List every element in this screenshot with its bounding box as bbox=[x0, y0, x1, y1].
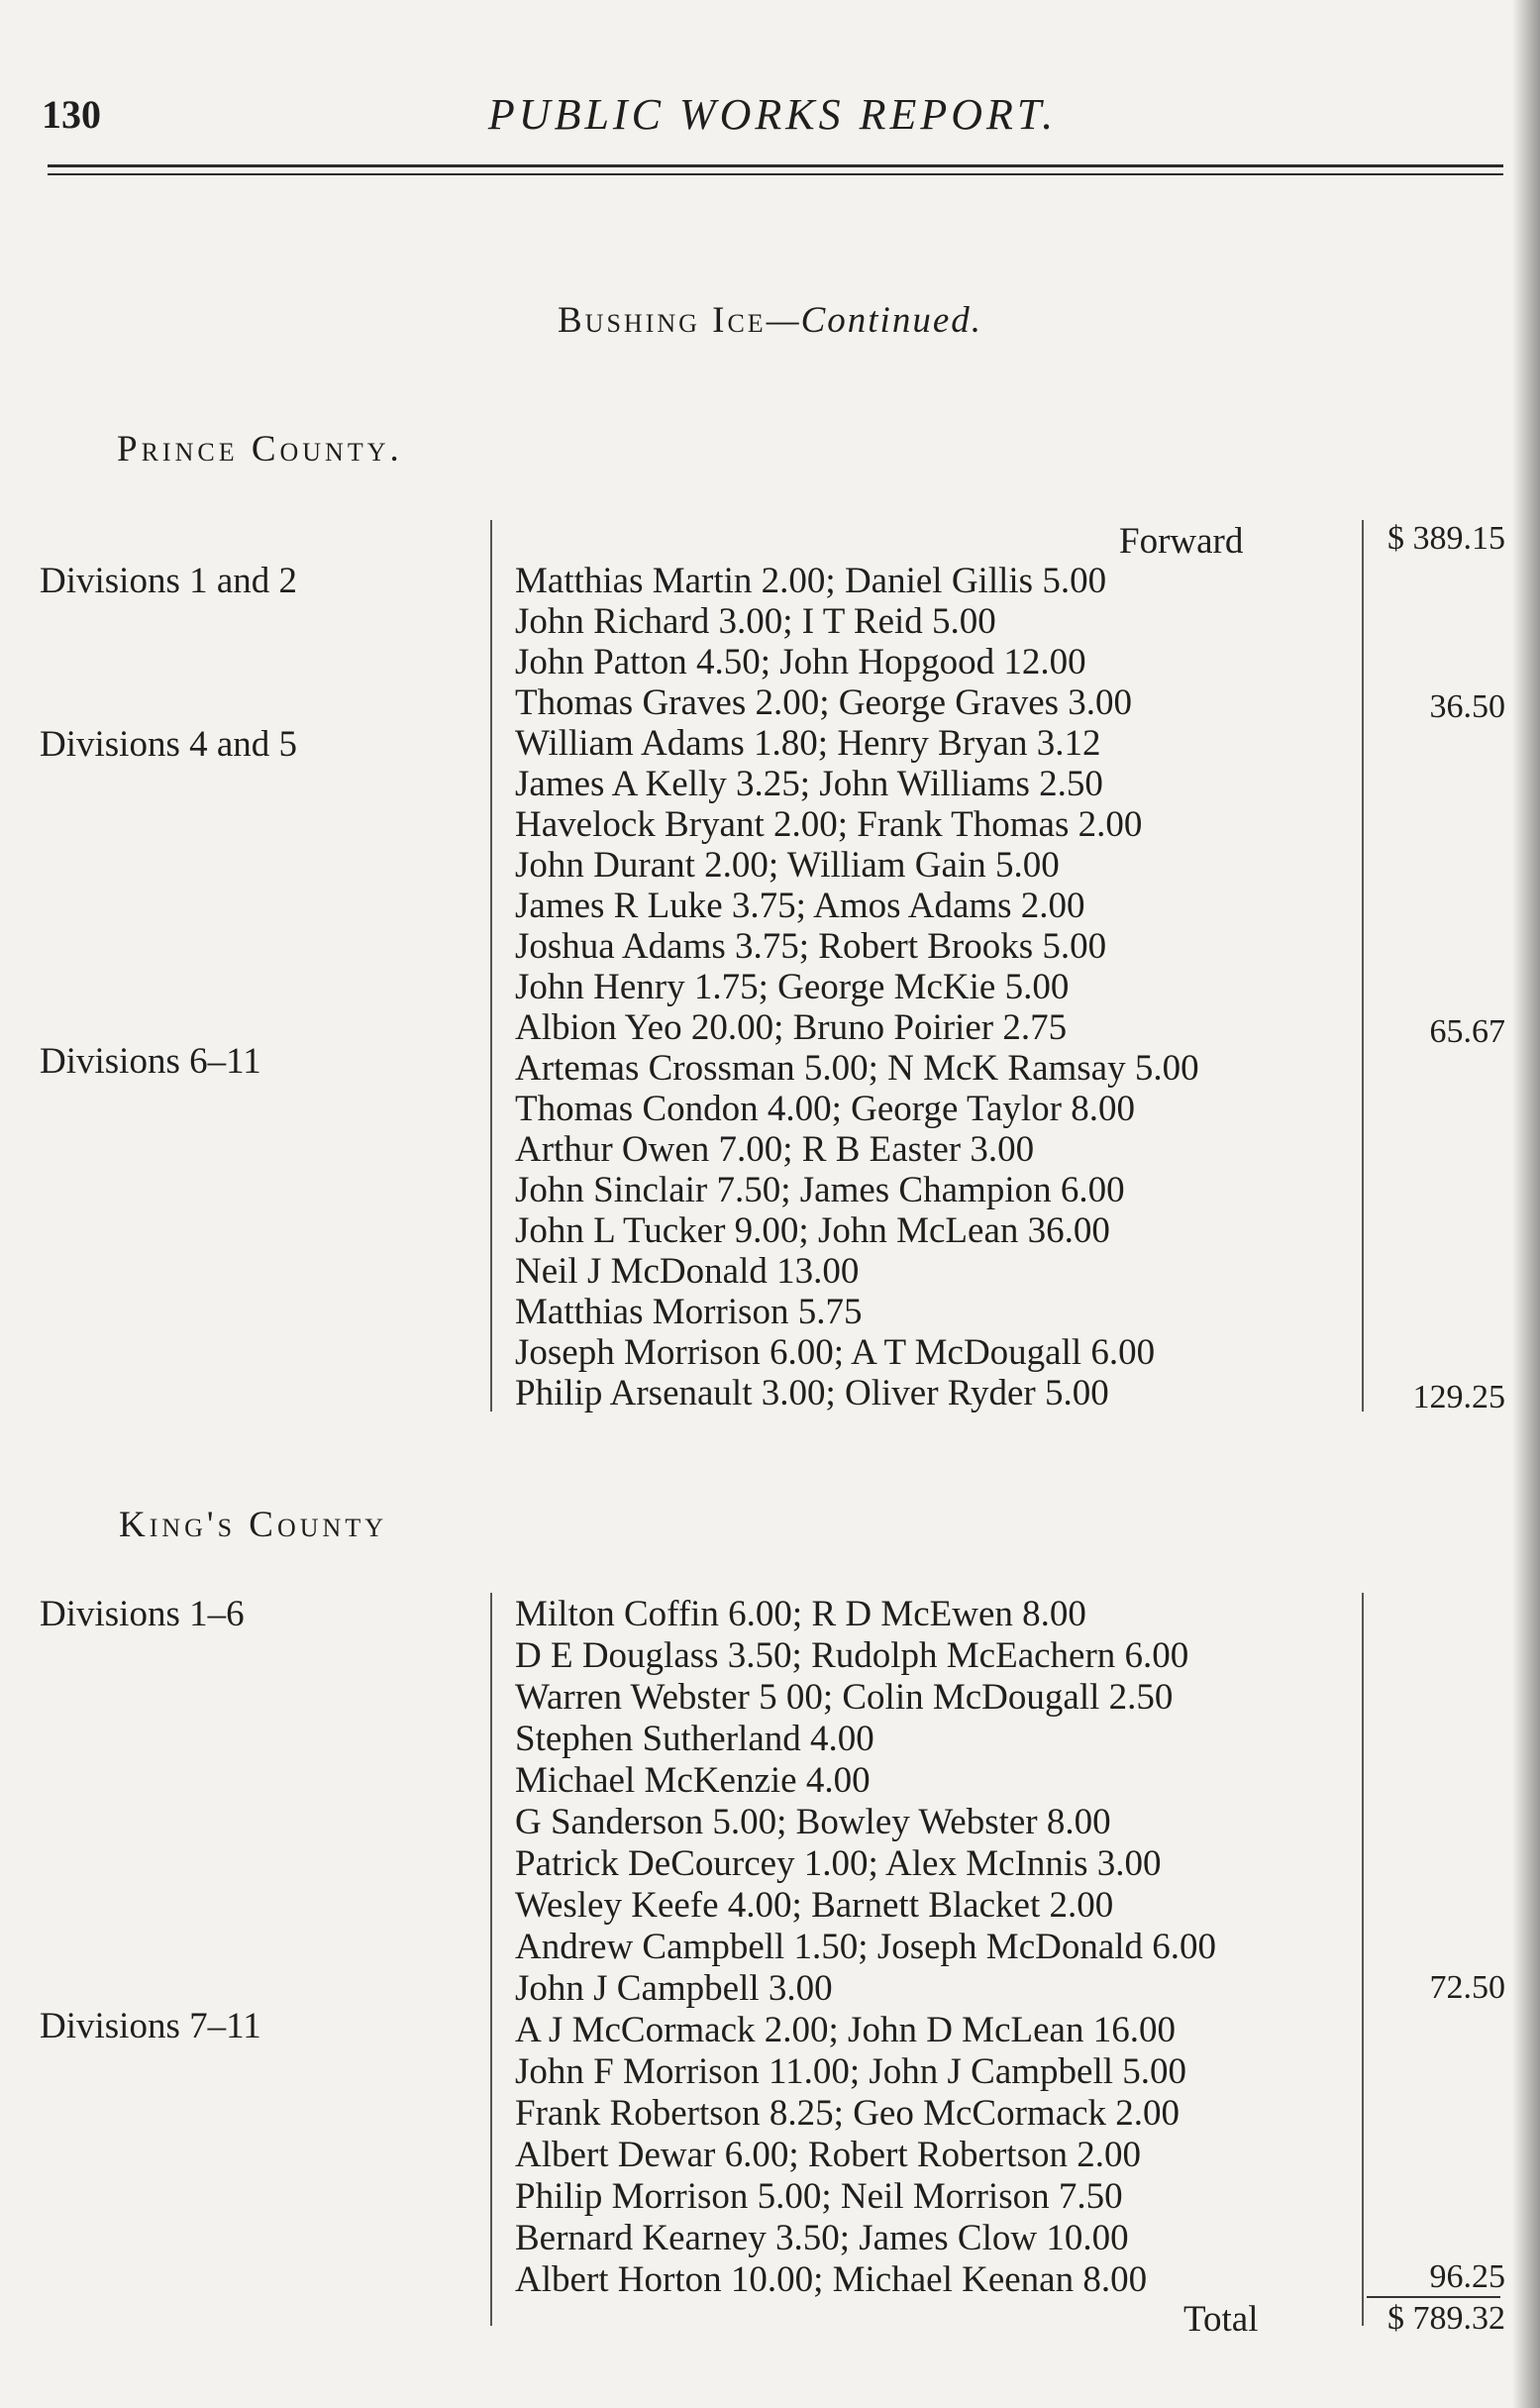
entry-line: Matthias Morrison 5.75 bbox=[515, 1292, 863, 1332]
entry-line: John L Tucker 9.00; John McLean 36.00 bbox=[515, 1210, 1110, 1251]
entry-line: Joseph Morrison 6.00; A T McDougall 6.00 bbox=[515, 1332, 1156, 1373]
header-rule-thin bbox=[48, 173, 1503, 175]
column-rule-right bbox=[1362, 520, 1364, 1412]
section-continued: —Continued. bbox=[766, 300, 982, 341]
entry-line: D E Douglass 3.50; Rudolph McEachern 6.00 bbox=[515, 1635, 1189, 1676]
entry-line: Andrew Campbell 1.50; Joseph McDonald 6.00 bbox=[515, 1927, 1217, 1967]
entry-line: Thomas Condon 4.00; George Taylor 8.00 bbox=[515, 1089, 1136, 1129]
entry-line: Frank Robertson 8.25; Geo McCormack 2.00 bbox=[515, 2093, 1181, 2134]
total-amount: $ 789.32 bbox=[1387, 2300, 1505, 2337]
subtotal-amount: 129.25 bbox=[1412, 1379, 1505, 1415]
entry-line: Thomas Graves 2.00; George Graves 3.00 bbox=[515, 682, 1133, 723]
total-label: Total bbox=[1183, 2299, 1259, 2340]
entry-line: John J Campbell 3.00 bbox=[515, 1968, 833, 2009]
section-title-text: Bushing Ice bbox=[557, 300, 767, 341]
entry-line: A J McCormack 2.00; John D McLean 16.00 bbox=[515, 2010, 1176, 2050]
page-number: 130 bbox=[42, 92, 101, 137]
entry-line: William Adams 1.80; Henry Bryan 3.12 bbox=[515, 723, 1101, 764]
subtotal-amount: 72.50 bbox=[1429, 1969, 1505, 2006]
county-heading-kings: King's County bbox=[119, 1505, 387, 1545]
entry-line: John Henry 1.75; George McKie 5.00 bbox=[515, 967, 1070, 1007]
entry-line: Warren Webster 5 00; Colin McDougall 2.50 bbox=[515, 1677, 1174, 1718]
entry-line: John F Morrison 11.00; John J Campbell 5.00 bbox=[515, 2051, 1187, 2092]
subtotal-amount: 65.67 bbox=[1429, 1013, 1505, 1050]
forward-amount: $ 389.15 bbox=[1387, 520, 1505, 557]
entry-line: Milton Coffin 6.00; R D McEwen 8.00 bbox=[515, 1594, 1086, 1634]
entry-line: James R Luke 3.75; Amos Adams 2.00 bbox=[515, 886, 1085, 926]
entry-line: Joshua Adams 3.75; Robert Brooks 5.00 bbox=[515, 926, 1107, 967]
entry-line: Matthias Martin 2.00; Daniel Gillis 5.00 bbox=[515, 561, 1107, 601]
subtotal-amount: 36.50 bbox=[1429, 688, 1505, 725]
entry-line: James A Kelly 3.25; John Williams 2.50 bbox=[515, 764, 1103, 804]
column-rule-right bbox=[1362, 1593, 1364, 2326]
entry-line: John Durant 2.00; William Gain 5.00 bbox=[515, 845, 1060, 886]
total-rule bbox=[1367, 2296, 1500, 2298]
page-spine-shadow bbox=[1512, 0, 1540, 2408]
forward-label: Forward bbox=[1119, 521, 1244, 562]
column-rule-left bbox=[490, 1593, 492, 2326]
entry-line: John Richard 3.00; I T Reid 5.00 bbox=[515, 601, 996, 642]
entry-line: G Sanderson 5.00; Bowley Webster 8.00 bbox=[515, 1802, 1111, 1842]
entry-line: Stephen Sutherland 4.00 bbox=[515, 1719, 874, 1759]
county-heading-prince: Prince County. bbox=[117, 429, 403, 470]
entry-line: Neil J McDonald 13.00 bbox=[515, 1251, 860, 1292]
division-label: Divisions 7–11 bbox=[40, 2006, 261, 2046]
division-label: Divisions 1–6 bbox=[40, 1594, 245, 1634]
division-label: Divisions 1 and 2 bbox=[40, 561, 298, 601]
entry-line: John Patton 4.50; John Hopgood 12.00 bbox=[515, 642, 1086, 682]
entry-line: John Sinclair 7.50; James Champion 6.00 bbox=[515, 1170, 1125, 1210]
entry-line: Philip Morrison 5.00; Neil Morrison 7.50 bbox=[515, 2176, 1123, 2217]
subtotal-amount: 96.25 bbox=[1429, 2258, 1505, 2295]
section-title bbox=[0, 299, 1540, 342]
entry-line: Arthur Owen 7.00; R B Easter 3.00 bbox=[515, 1129, 1035, 1170]
entry-line: Wesley Keefe 4.00; Barnett Blacket 2.00 bbox=[515, 1885, 1114, 1926]
column-rule-left bbox=[490, 520, 492, 1412]
header-rule-thick bbox=[48, 164, 1503, 167]
page-header bbox=[40, 89, 1505, 149]
entry-line: Havelock Bryant 2.00; Frank Thomas 2.00 bbox=[515, 804, 1143, 845]
entry-line: Philip Arsenault 3.00; Oliver Ryder 5.00 bbox=[515, 1373, 1109, 1413]
division-label: Divisions 6–11 bbox=[40, 1041, 261, 1082]
entry-line: Bernard Kearney 3.50; James Clow 10.00 bbox=[515, 2218, 1129, 2258]
entry-line: Patrick DeCourcey 1.00; Alex McInnis 3.00 bbox=[515, 1843, 1162, 1884]
division-label: Divisions 4 and 5 bbox=[40, 724, 298, 765]
entry-line: Artemas Crossman 5.00; N McK Ramsay 5.00 bbox=[515, 1048, 1199, 1089]
entry-line: Albert Horton 10.00; Michael Keenan 8.00 bbox=[515, 2259, 1148, 2300]
entry-line: Michael McKenzie 4.00 bbox=[515, 1760, 871, 1801]
entry-line: Albion Yeo 20.00; Bruno Poirier 2.75 bbox=[515, 1007, 1068, 1048]
running-title: PUBLIC WORKS REPORT. bbox=[487, 90, 1058, 139]
entry-line: Albert Dewar 6.00; Robert Robertson 2.00 bbox=[515, 2135, 1141, 2175]
